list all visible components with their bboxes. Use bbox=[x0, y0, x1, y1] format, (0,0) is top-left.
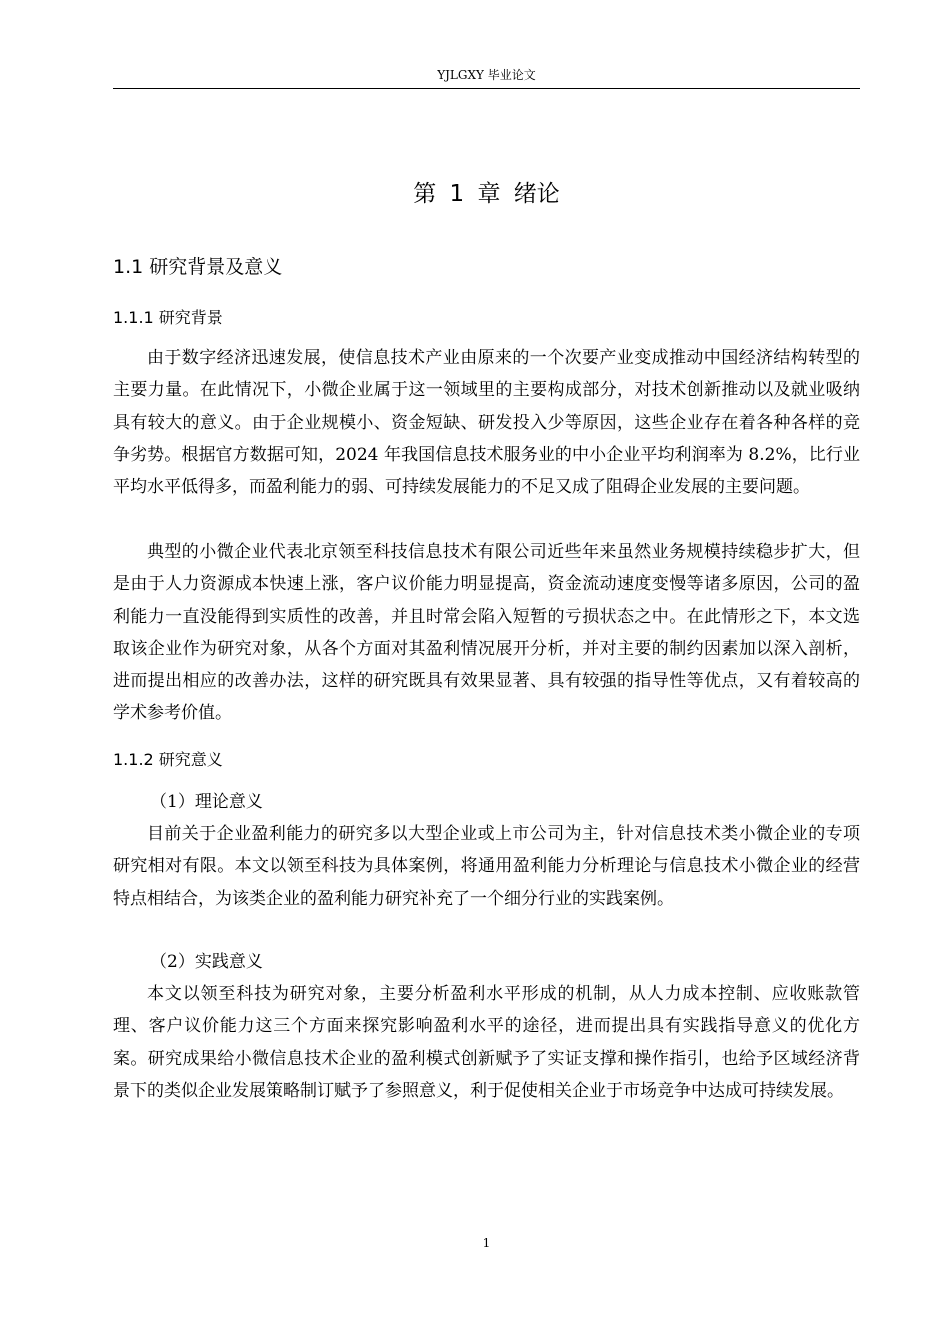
subsection-heading-background: 1.1.1 研究背景 bbox=[113, 308, 223, 327]
practice-significance-paragraph: 本文以领至科技为研究对象，主要分析盈利水平形成的机制，从人力成本控制、应收账款管理、客户议价能力这三个方面来探究影响盈利水平的途径，进而提出具有实践指导意义的优化方案。研究成果给小微信息技术企业的盈利模式创新赋予了实证支撑和操作指引，也给予区域经济背景下的类似企业发展策略制订赋予了参照意义，利于促使相关企业于市场竞争中达成可持续发展。 bbox=[113, 984, 860, 1101]
section-heading: 1.1 研究背景及意义 bbox=[113, 256, 283, 278]
theory-significance-paragraph: 目前关于企业盈利能力的研究多以大型企业或上市公司为主，针对信息技术类小微企业的专项研究相对有限。本文以领至科技为具体案例，将通用盈利能力分析理论与信息技术小微企业的经营特点相结合，为该类企业的盈利能力研究补充了一个细分行业的实践案例。 bbox=[113, 824, 860, 909]
practice-significance-label: （2）实践意义 bbox=[150, 952, 263, 972]
running-header: YJLGXY 毕业论文 bbox=[437, 68, 536, 82]
page-number: 1 bbox=[482, 1236, 491, 1250]
chapter-title: 第 1 章 绪论 bbox=[413, 181, 560, 207]
theory-significance-label: （1）理论意义 bbox=[150, 792, 263, 812]
background-paragraph-1: 由于数字经济迅速发展，使信息技术产业由原来的一个次要产业变成推动中国经济结构转型的主要力量。在此情况下，小微企业属于这一领域里的主要构成部分，对技术创新推动以及就业吸纳具有较大的意义。由于企业规模小、资金短缺、研发投入少等原因，这些企业存在着各种各样的竞争劣势。根据官方数据可知，2024 年我国信息技术服务业的中小企业平均利润率为 8.2%，比行业平均水平低得多，而盈利能力的弱、可持续发展能力的不足又成了阻碍企业发展的主要问题。 bbox=[113, 348, 860, 498]
header-divider bbox=[113, 88, 860, 89]
background-paragraph-2: 典型的小微企业代表北京领至科技信息技术有限公司近些年来虽然业务规模持续稳步扩大，但是由于人力资源成本快速上涨，客户议价能力明显提高，资金流动速度变慢等诸多原因，公司的盈利能力一直没能得到实质性的改善，并且时常会陷入短暂的亏损状态之中。在此情形之下，本文选取该企业作为研究对象，从各个方面对其盈利情况展开分析，并对主要的制约因素加以深入剖析，进而提出相应的改善办法，这样的研究既具有效果显著、具有较强的指导性等优点，又有着较高的学术参考价值。 bbox=[113, 542, 860, 724]
subsection-heading-significance: 1.1.2 研究意义 bbox=[113, 750, 223, 769]
